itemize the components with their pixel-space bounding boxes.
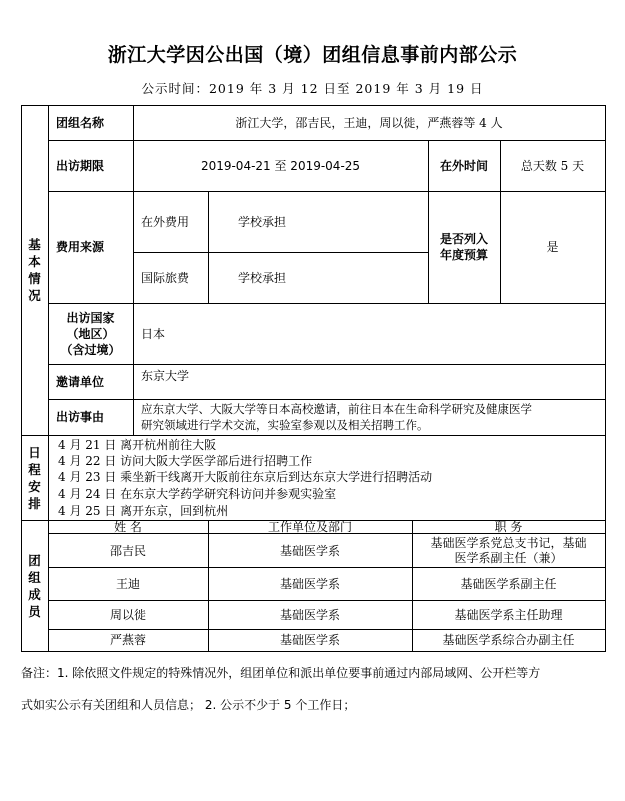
section-label-schedule <box>21 435 48 520</box>
table-border-bottom <box>21 651 606 652</box>
section-char: 安 <box>28 478 41 494</box>
purpose-label: 出访事由 <box>56 410 105 424</box>
section-char: 基 <box>28 237 41 252</box>
publicity-period: 公示时间：2019 年 3 月 12 日至 2019 年 3 月 19 日 <box>141 81 484 96</box>
member-unit: 基础医学系 <box>279 576 340 591</box>
member-title-line: 医学系副主任（兼） <box>454 550 563 565</box>
section-char: 排 <box>28 495 41 511</box>
section-char: 程 <box>28 461 41 477</box>
member-title: 基础医学系副主任 <box>460 576 557 591</box>
member-title: 基础医学系综合办副主任 <box>442 633 575 647</box>
abroad-cost-value: 学校承担 <box>238 214 287 229</box>
note-line: 备注：1. 除依照文件规定的特殊情况外，组团单位和派出单位要事前通过内部局域网、公开栏等方 <box>21 666 541 680</box>
purpose-line: 应东京大学、大阪大学等日本高校邀请，前往日本在生命科学研究及健康医学 <box>141 402 532 416</box>
purpose-value <box>133 399 605 435</box>
divider-basic-schedule <box>21 435 606 436</box>
member-name: 严燕蓉 <box>109 633 146 647</box>
intl-travel-value: 学校承担 <box>238 270 287 285</box>
budget-value: 是 <box>546 240 559 254</box>
table-border-right <box>605 105 606 652</box>
member-title-line: 基础医学系党总支书记，基础 <box>430 535 587 550</box>
intl-travel-label: 国际旅费 <box>141 270 190 285</box>
schedule-item: 4 月 24 日 在东京大学药学研究科访问并参观实验室 <box>58 487 337 501</box>
inviter-value: 东京大学 <box>141 369 190 383</box>
abroad-time-label: 在外时间 <box>439 158 488 173</box>
section-char: 况 <box>28 288 41 303</box>
member-name: 王迪 <box>115 576 140 591</box>
period-label: 出访期限 <box>56 158 105 173</box>
country-label <box>48 303 133 364</box>
budget-label <box>428 191 500 303</box>
inviter-label: 邀请单位 <box>56 374 105 389</box>
member-name: 周以徙 <box>109 607 146 622</box>
section-char: 日 <box>28 444 41 460</box>
period-value: 2019-04-21 至 2019-04-25 <box>200 158 361 173</box>
member-name: 邵吉民 <box>109 543 146 558</box>
members-header-title: 职 务 <box>494 519 523 534</box>
member-unit: 基础医学系 <box>279 633 340 647</box>
note-line: 式如实公示有关团组和人员信息； 2. 公示不少于 5 个工作日； <box>21 698 356 712</box>
members-header-unit: 工作单位及部门 <box>267 519 352 534</box>
section-label-basic <box>21 105 48 435</box>
schedule-item: 4 月 25 日 离开东京，回到杭州 <box>58 504 229 518</box>
member-unit: 基础医学系 <box>279 543 340 558</box>
country-label-line: （含过境） <box>60 342 121 357</box>
schedule-item: 4 月 22 日 访问大阪大学医学部后进行招聘工作 <box>58 454 313 468</box>
document-title: 浙江大学因公出国（境）团组信息事前内部公示 <box>107 44 518 66</box>
section-char: 员 <box>28 604 41 619</box>
section-char: 本 <box>28 254 41 269</box>
schedule-item: 4 月 23 日 乘坐新干线离开大阪前往东京后到达东京大学进行招聘活动 <box>58 470 433 484</box>
section-char: 团 <box>28 553 41 568</box>
members-header-name: 姓 名 <box>114 519 142 534</box>
abroad-time-value: 总天数 5 天 <box>520 158 585 173</box>
country-value: 日本 <box>141 326 166 341</box>
col-line <box>208 191 209 303</box>
group-name-value: 浙江大学，邵吉民，王迪，周以徙，严燕蓉等 4 人 <box>235 115 503 130</box>
purpose-line: 研究领域进行学术交流，实验室参观以及相关招聘工作。 <box>141 418 429 432</box>
section-char: 情 <box>28 271 41 286</box>
section-char: 成 <box>28 587 41 602</box>
funding-label: 费用来源 <box>56 240 105 254</box>
budget-label-line: 是否列入 <box>439 232 488 246</box>
member-title: 基础医学系主任助理 <box>454 607 563 622</box>
budget-label-line: 年度预算 <box>439 248 488 262</box>
member-title <box>412 534 605 567</box>
abroad-cost-label: 在外费用 <box>141 214 190 229</box>
country-label-line: 出访国家 <box>66 310 115 325</box>
group-name-label: 团组名称 <box>56 115 105 130</box>
country-label-line: （地区） <box>66 326 115 341</box>
member-unit: 基础医学系 <box>279 607 340 622</box>
section-char: 组 <box>28 570 41 585</box>
section-label-members <box>21 520 48 652</box>
schedule-item: 4 月 21 日 离开杭州前往大阪 <box>58 438 217 452</box>
